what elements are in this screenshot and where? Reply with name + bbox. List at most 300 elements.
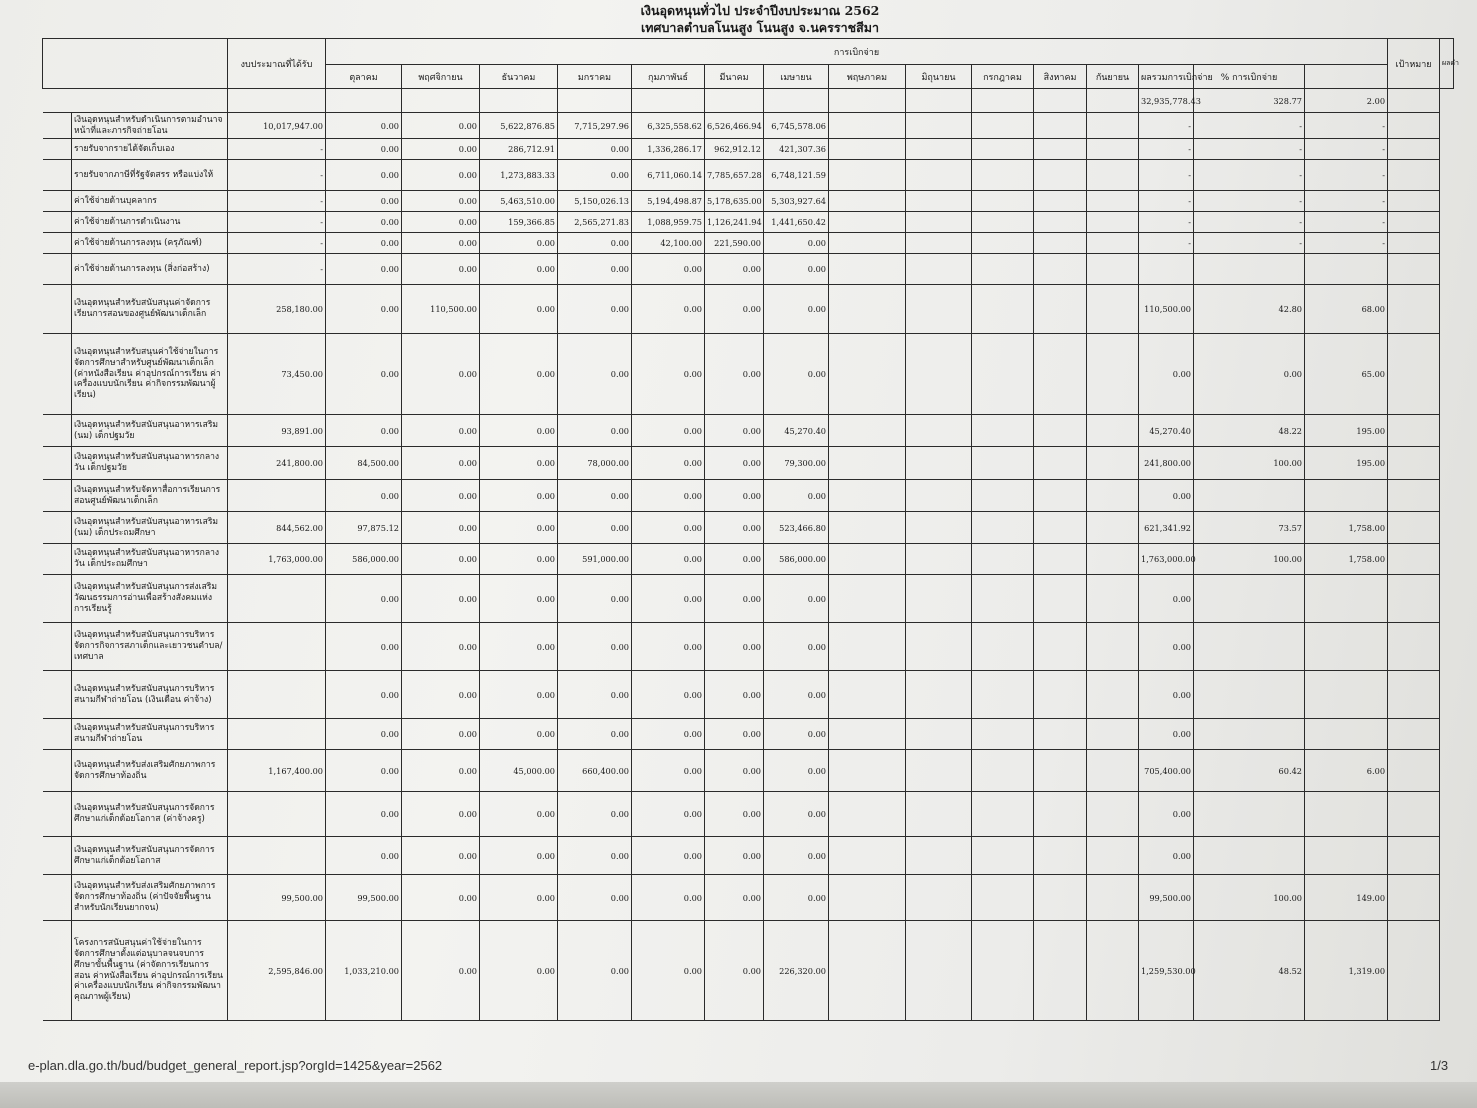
row-month-empty: [906, 792, 972, 837]
row-total: 0.00: [1139, 575, 1194, 623]
row-month-empty: [906, 480, 972, 512]
row-month-value: 0.00: [480, 921, 558, 1021]
row-percent: [1194, 480, 1305, 512]
row-month-value: 0.00: [705, 415, 764, 447]
row-month-empty: [906, 191, 972, 212]
row-month-empty: [972, 544, 1034, 575]
row-target: 1,758.00: [1305, 544, 1388, 575]
row-month-value: 0.00: [632, 671, 705, 719]
row-result: [1388, 512, 1440, 544]
row-month-value: 0.00: [764, 875, 829, 921]
row-month-value: 0.00: [705, 575, 764, 623]
row-percent: 48.52: [1194, 921, 1305, 1021]
row-month-value: 0.00: [558, 671, 632, 719]
row-month-empty: [1087, 212, 1139, 233]
row-month-empty: [829, 575, 906, 623]
row-month-value: 0.00: [480, 623, 558, 671]
row-month-empty: [829, 447, 906, 480]
row-month-empty: [829, 875, 906, 921]
row-spacer: [43, 544, 72, 575]
row-month-value: 0.00: [402, 623, 480, 671]
row-month-empty: [1087, 447, 1139, 480]
row-month-empty: [829, 671, 906, 719]
row-month-value: 0.00: [326, 191, 402, 212]
row-target: 1,319.00: [1305, 921, 1388, 1021]
row-description: รายรับจากรายได้จัดเก็บเอง: [72, 139, 228, 160]
row-month-empty: [906, 544, 972, 575]
row-month-value: 45,270.40: [764, 415, 829, 447]
row-month-empty: [1034, 544, 1087, 575]
row-month-value: 97,875.12: [326, 512, 402, 544]
row-month-value: [632, 89, 705, 113]
table-row: [43, 921, 1454, 1021]
row-budget: -: [228, 139, 326, 160]
row-budget: -: [228, 254, 326, 285]
row-total: 0.00: [1139, 480, 1194, 512]
row-budget: [228, 575, 326, 623]
row-month-value: 0.00: [705, 334, 764, 415]
row-month-empty: [1087, 89, 1139, 113]
row-month-value: 586,000.00: [326, 544, 402, 575]
month-mar: มีนาคม: [705, 65, 764, 89]
row-month-value: 0.00: [402, 254, 480, 285]
row-month-empty: [1087, 233, 1139, 254]
row-month-empty: [829, 837, 906, 875]
row-spacer: [43, 191, 72, 212]
row-result: [1388, 139, 1440, 160]
row-budget: 1,167,400.00: [228, 750, 326, 792]
row-result: [1388, 671, 1440, 719]
row-month-value: 5,150,026.13: [558, 191, 632, 212]
row-month-value: 0.00: [326, 233, 402, 254]
row-total: 45,270.40: [1139, 415, 1194, 447]
row-month-empty: [1034, 191, 1087, 212]
row-month-value: 0.00: [326, 792, 402, 837]
row-month-value: 0.00: [480, 837, 558, 875]
row-percent: [1194, 719, 1305, 750]
row-month-empty: [1034, 113, 1087, 139]
row-total: 0.00: [1139, 837, 1194, 875]
row-description: เงินอุดหนุนสำหรับสนับสนุนอาหารเสริม (นม) เด็กประถมศึกษา: [72, 512, 228, 544]
underlying-page-edge: [0, 1082, 1477, 1108]
row-month-value: 0.00: [632, 254, 705, 285]
row-month-value: 421,307.36: [764, 139, 829, 160]
row-description: ค่าใช้จ่ายด้านการลงทุน (สิ่งก่อสร้าง): [72, 254, 228, 285]
row-spacer: [43, 113, 72, 139]
desc-header: [43, 39, 228, 89]
row-month-value: [480, 89, 558, 113]
row-month-value: 0.00: [558, 875, 632, 921]
row-month-empty: [972, 89, 1034, 113]
row-spacer: [43, 671, 72, 719]
row-result: [1388, 719, 1440, 750]
row-month-value: 0.00: [558, 415, 632, 447]
row-month-empty: [972, 671, 1034, 719]
row-percent: [1194, 575, 1305, 623]
row-result: [1388, 415, 1440, 447]
budget-table: [42, 38, 1459, 1021]
row-month-value: 0.00: [480, 415, 558, 447]
row-month-empty: [972, 719, 1034, 750]
row-month-empty: [1034, 575, 1087, 623]
row-month-empty: [1034, 212, 1087, 233]
row-month-empty: [972, 623, 1034, 671]
table-row: [43, 750, 1454, 792]
row-month-empty: [1034, 623, 1087, 671]
row-month-empty: [829, 792, 906, 837]
row-spacer: [43, 160, 72, 191]
row-month-value: 0.00: [705, 921, 764, 1021]
table-row: [43, 875, 1454, 921]
row-month-value: 0.00: [705, 285, 764, 334]
row-month-empty: [972, 480, 1034, 512]
row-budget: 258,180.00: [228, 285, 326, 334]
row-month-value: 159,366.85: [480, 212, 558, 233]
row-month-value: 0.00: [326, 415, 402, 447]
table-row: [43, 623, 1454, 671]
row-result: [1388, 837, 1440, 875]
row-month-value: 0.00: [558, 837, 632, 875]
row-budget: 2,595,846.00: [228, 921, 326, 1021]
row-percent: [1194, 254, 1305, 285]
row-month-value: 0.00: [480, 254, 558, 285]
table-row: [43, 254, 1454, 285]
table-row: [43, 447, 1454, 480]
row-budget: [228, 792, 326, 837]
row-month-empty: [972, 285, 1034, 334]
row-result: [1388, 113, 1440, 139]
row-month-empty: [1034, 875, 1087, 921]
row-month-empty: [829, 415, 906, 447]
row-budget: [228, 837, 326, 875]
row-month-value: 0.00: [480, 544, 558, 575]
row-total: 705,400.00: [1139, 750, 1194, 792]
row-month-value: 0.00: [326, 254, 402, 285]
row-month-empty: [972, 447, 1034, 480]
row-month-empty: [972, 139, 1034, 160]
row-month-empty: [829, 512, 906, 544]
row-month-empty: [1087, 415, 1139, 447]
row-month-empty: [906, 113, 972, 139]
row-description: รายรับจากภาษีที่รัฐจัดสรร หรือแบ่งให้: [72, 160, 228, 191]
row-month-empty: [972, 875, 1034, 921]
row-month-value: 0.00: [402, 837, 480, 875]
row-month-empty: [906, 750, 972, 792]
table-row: [43, 544, 1454, 575]
row-month-empty: [829, 480, 906, 512]
row-total: 621,341.92: [1139, 512, 1194, 544]
row-target: -: [1305, 113, 1388, 139]
row-description: เงินอุดหนุนสำหรับสนุนค่าใช้จ่ายในการจัดการศึกษาสำหรับศูนย์พัฒนาเด็กเล็ก (ค่าหนังสือเรียน ค่าอุปกรณ์การเรียน ค่าเครื่องแบบนักเรียน ค่ากิจกรรมพัฒนาผู้เรียน): [72, 334, 228, 415]
row-spacer: [43, 792, 72, 837]
row-month-value: 286,712.91: [480, 139, 558, 160]
row-month-empty: [1034, 447, 1087, 480]
row-percent: -: [1194, 212, 1305, 233]
table-row: [43, 160, 1454, 191]
row-result: [1388, 792, 1440, 837]
row-month-empty: [1034, 334, 1087, 415]
row-target: 195.00: [1305, 415, 1388, 447]
row-result: [1388, 254, 1440, 285]
row-result: [1388, 89, 1440, 113]
row-budget: [228, 623, 326, 671]
row-total: 1,763,000.00: [1139, 544, 1194, 575]
row-total: 0.00: [1139, 623, 1194, 671]
row-month-empty: [829, 254, 906, 285]
row-month-value: 1,441,650.42: [764, 212, 829, 233]
row-description: เงินอุดหนุนสำหรับสนับสนุนอาหารเสริม (นม) เด็กปฐมวัย: [72, 415, 228, 447]
row-spacer: [43, 921, 72, 1021]
row-budget: 99,500.00: [228, 875, 326, 921]
row-month-value: 99,500.00: [326, 875, 402, 921]
row-percent: -: [1194, 139, 1305, 160]
row-month-value: 0.00: [558, 334, 632, 415]
row-month-value: 0.00: [326, 623, 402, 671]
row-budget: [228, 89, 326, 113]
row-target: [1305, 623, 1388, 671]
row-month-value: 523,466.80: [764, 512, 829, 544]
row-month-value: 1,033,210.00: [326, 921, 402, 1021]
row-month-value: 0.00: [480, 575, 558, 623]
row-spacer: [43, 575, 72, 623]
row-month-value: 0.00: [402, 480, 480, 512]
row-spacer: [43, 89, 228, 113]
row-target: 1,758.00: [1305, 512, 1388, 544]
row-month-value: 0.00: [480, 875, 558, 921]
row-month-empty: [972, 415, 1034, 447]
row-spacer: [43, 139, 72, 160]
row-month-value: 221,590.00: [705, 233, 764, 254]
row-description: โครงการสนับสนุนค่าใช้จ่ายในการจัดการศึกษาตั้งแต่อนุบาลจนจบการศึกษาขั้นพื้นฐาน (ค่าจัดการเรียนการสอน ค่าหนังสือเรียน ค่าอุปกรณ์การเรียน ค่าเครื่องแบบนักเรียน ค่ากิจกรรมพัฒนาคุณภาพผู้เรียน): [72, 921, 228, 1021]
row-spacer: [43, 415, 72, 447]
row-description: เงินอุดหนุนสำหรับสนับสนุนอาหารกลางวัน เด็กปฐมวัย: [72, 447, 228, 480]
month-sep: กันยายน: [1087, 65, 1139, 89]
row-description: เงินอุดหนุนสำหรับสนับสนุนการบริหารสนามกีฬาถ่ายโอน: [72, 719, 228, 750]
row-percent: [1194, 623, 1305, 671]
row-target: 149.00: [1305, 875, 1388, 921]
month-apr: เมษายน: [764, 65, 829, 89]
disbursement-header: การเบิกจ่าย: [326, 39, 1388, 65]
row-month-value: 0.00: [402, 113, 480, 139]
row-percent: 100.00: [1194, 544, 1305, 575]
row-total: -: [1139, 113, 1194, 139]
row-percent: 328.77: [1194, 89, 1305, 113]
table-row: [43, 113, 1454, 139]
row-month-value: 0.00: [402, 575, 480, 623]
row-month-empty: [906, 447, 972, 480]
table-row: [43, 233, 1454, 254]
row-month-empty: [906, 285, 972, 334]
row-month-value: 0.00: [764, 254, 829, 285]
row-result: [1388, 334, 1440, 415]
row-result: [1388, 623, 1440, 671]
row-spacer: [43, 750, 72, 792]
row-description: ค่าใช้จ่ายด้านการดำเนินงาน: [72, 212, 228, 233]
row-month-value: 0.00: [705, 544, 764, 575]
row-month-value: 0.00: [402, 415, 480, 447]
row-month-value: 0.00: [705, 480, 764, 512]
table-row: [43, 285, 1454, 334]
report-title-line2: เทศบาลตำบลโนนสูง โนนสูง จ.นครราชสีมา: [641, 20, 879, 35]
row-month-empty: [829, 334, 906, 415]
row-month-value: 0.00: [632, 719, 705, 750]
row-result: [1388, 921, 1440, 1021]
report-title: [480, 2, 1040, 36]
budget-header: งบประมาณที่ได้รับ: [228, 39, 326, 89]
row-month-empty: [906, 837, 972, 875]
row-month-value: 0.00: [402, 719, 480, 750]
row-month-empty: [1087, 719, 1139, 750]
row-month-value: 0.00: [632, 285, 705, 334]
row-month-empty: [829, 719, 906, 750]
row-target: 2.00: [1305, 89, 1388, 113]
row-month-empty: [1034, 837, 1087, 875]
month-jul: กรกฎาคม: [972, 65, 1034, 89]
row-target: [1305, 792, 1388, 837]
row-month-value: 0.00: [326, 480, 402, 512]
result-header: ผลดำ: [1440, 39, 1454, 89]
row-month-empty: [1034, 415, 1087, 447]
row-target: -: [1305, 191, 1388, 212]
row-total: 0.00: [1139, 334, 1194, 415]
row-month-value: [764, 89, 829, 113]
row-target: [1305, 837, 1388, 875]
row-month-empty: [906, 254, 972, 285]
row-month-value: 0.00: [480, 512, 558, 544]
row-result: [1388, 285, 1440, 334]
row-total: 32,935,778.43: [1139, 89, 1194, 113]
row-description: เงินอุดหนุนสำหรับสนับสนุนค่าจัดการเรียนการสอนของศูนย์พัฒนาเด็กเล็ก: [72, 285, 228, 334]
row-target: -: [1305, 233, 1388, 254]
row-month-value: 5,194,498.87: [632, 191, 705, 212]
row-total: -: [1139, 139, 1194, 160]
row-budget: -: [228, 212, 326, 233]
table-row: [43, 792, 1454, 837]
row-budget: [228, 671, 326, 719]
table-row: [43, 512, 1454, 544]
row-month-value: 0.00: [764, 671, 829, 719]
row-month-value: 84,500.00: [326, 447, 402, 480]
row-percent: 0.00: [1194, 334, 1305, 415]
row-month-empty: [972, 512, 1034, 544]
row-month-value: [402, 89, 480, 113]
row-month-value: 0.00: [705, 623, 764, 671]
row-month-value: 0.00: [558, 512, 632, 544]
row-month-empty: [972, 113, 1034, 139]
row-month-value: 0.00: [705, 447, 764, 480]
row-percent: [1194, 837, 1305, 875]
row-result: [1388, 191, 1440, 212]
row-spacer: [43, 480, 72, 512]
row-budget: 10,017,947.00: [228, 113, 326, 139]
row-month-empty: [829, 285, 906, 334]
row-total: -: [1139, 212, 1194, 233]
table-row: [43, 334, 1454, 415]
row-percent: 100.00: [1194, 875, 1305, 921]
table-row: [43, 575, 1454, 623]
row-spacer: [43, 254, 72, 285]
row-target: 68.00: [1305, 285, 1388, 334]
row-month-empty: [1034, 89, 1087, 113]
row-month-value: 5,303,927.64: [764, 191, 829, 212]
report-title-line1: เงินอุดหนุนทั่วไป ประจำปีงบประมาณ 2562: [640, 3, 880, 18]
row-month-value: 0.00: [402, 875, 480, 921]
row-month-empty: [972, 334, 1034, 415]
row-month-value: 6,745,578.06: [764, 113, 829, 139]
row-month-value: 0.00: [402, 512, 480, 544]
row-description: เงินอุดหนุนสำหรับส่งเสริมศักยภาพการจัดการศึกษาท้องถิ่น: [72, 750, 228, 792]
row-month-empty: [829, 233, 906, 254]
row-month-empty: [972, 792, 1034, 837]
row-month-empty: [1034, 285, 1087, 334]
table-row: [43, 719, 1454, 750]
row-spacer: [43, 334, 72, 415]
row-month-empty: [1034, 719, 1087, 750]
row-percent: 48.22: [1194, 415, 1305, 447]
row-month-value: 0.00: [764, 233, 829, 254]
row-description: เงินอุดหนุนสำหรับจัดหาสื่อการเรียนการสอนศูนย์พัฒนาเด็กเล็ก: [72, 480, 228, 512]
footer-page-number: 1/3: [1430, 1058, 1449, 1073]
row-target: [1305, 480, 1388, 512]
row-month-empty: [972, 160, 1034, 191]
row-month-value: 591,000.00: [558, 544, 632, 575]
row-month-empty: [906, 623, 972, 671]
row-month-empty: [829, 750, 906, 792]
table-row: [43, 415, 1454, 447]
row-month-empty: [906, 415, 972, 447]
row-month-value: 0.00: [764, 792, 829, 837]
row-month-value: 1,126,241.94: [705, 212, 764, 233]
row-month-value: 0.00: [764, 837, 829, 875]
row-month-empty: [1087, 139, 1139, 160]
row-budget: -: [228, 233, 326, 254]
row-month-empty: [906, 89, 972, 113]
row-spacer: [43, 512, 72, 544]
row-month-value: 0.00: [558, 160, 632, 191]
row-result: [1388, 750, 1440, 792]
row-month-value: 0.00: [558, 139, 632, 160]
row-month-empty: [1034, 671, 1087, 719]
row-month-value: 0.00: [402, 750, 480, 792]
table-row: [43, 191, 1454, 212]
row-budget: 844,562.00: [228, 512, 326, 544]
row-description: เงินอุดหนุนสำหรับสนับสนุนการจัดการศึกษาแก่เด็กด้อยโอกาส: [72, 837, 228, 875]
row-month-value: 0.00: [632, 334, 705, 415]
row-month-value: 0.00: [705, 875, 764, 921]
row-month-value: 0.00: [632, 575, 705, 623]
row-month-value: 0.00: [764, 480, 829, 512]
row-month-value: 7,715,297.96: [558, 113, 632, 139]
row-total: 241,800.00: [1139, 447, 1194, 480]
row-budget: 1,763,000.00: [228, 544, 326, 575]
row-month-value: 0.00: [705, 792, 764, 837]
row-month-value: 2,565,271.83: [558, 212, 632, 233]
row-month-empty: [1087, 480, 1139, 512]
row-month-value: 0.00: [402, 921, 480, 1021]
month-jun: มิถุนายน: [906, 65, 972, 89]
row-result: [1388, 544, 1440, 575]
row-result: [1388, 233, 1440, 254]
row-month-empty: [829, 191, 906, 212]
footer-url: e-plan.dla.go.th/bud/budget_general_report.jsp?orgId=1425&year=2562: [28, 1058, 443, 1073]
table-row: [43, 837, 1454, 875]
row-month-empty: [1087, 750, 1139, 792]
row-percent: 42.80: [1194, 285, 1305, 334]
row-budget: 241,800.00: [228, 447, 326, 480]
row-month-value: 0.00: [326, 285, 402, 334]
row-total: 99,500.00: [1139, 875, 1194, 921]
row-description: เงินอุดหนุนสำหรับสนับสนุนการบริหารจัดการกิจการสภาเด็กและเยาวชนตำบล/เทศบาล: [72, 623, 228, 671]
